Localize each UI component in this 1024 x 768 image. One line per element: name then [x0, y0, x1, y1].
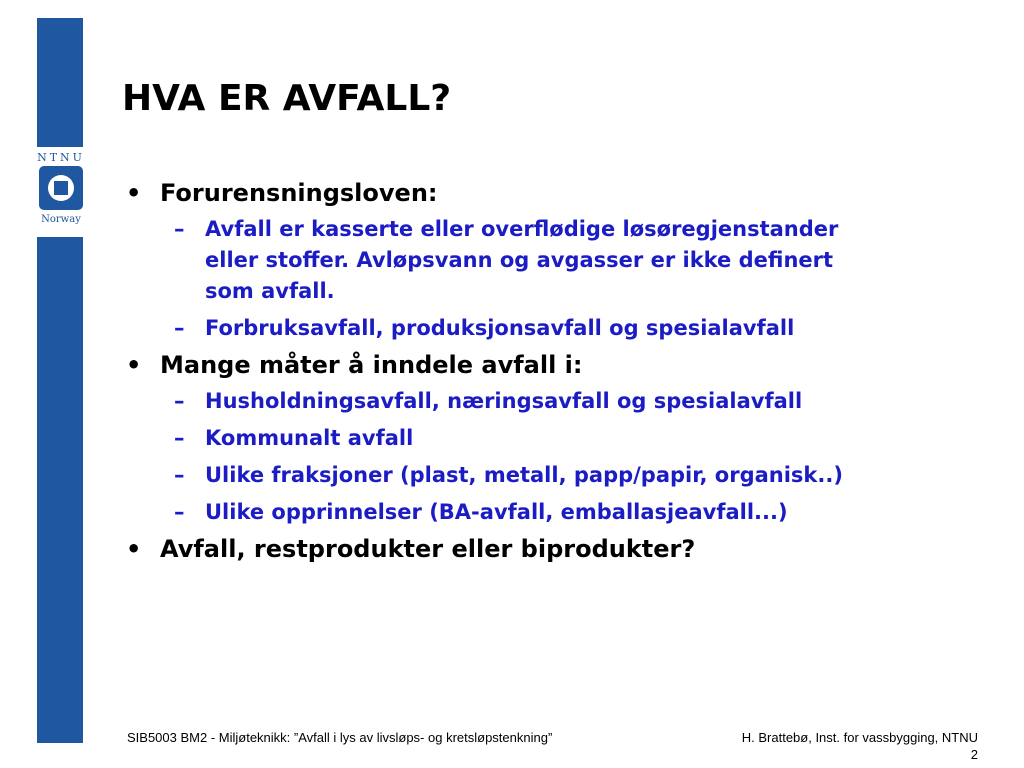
sub-bullet-text: Forbruksavfall, produksjonsavfall og spesialavfall — [205, 316, 795, 340]
dash-marker: – — [174, 500, 185, 524]
bullet-forurensningsloven — [122, 178, 1002, 208]
ntnu-logo — [35, 147, 87, 237]
bullet-marker: • — [126, 535, 142, 563]
slide-content — [122, 178, 1002, 570]
sub-bullet-kommunalt-avfall — [122, 423, 1002, 454]
bullet-marker: • — [126, 179, 142, 207]
bullet-marker: • — [126, 351, 142, 379]
sidebar-band — [37, 18, 83, 743]
page-number: 2 — [970, 747, 978, 762]
dash-marker: – — [174, 426, 185, 450]
sub-bullet-ulike-fraksjoner — [122, 460, 1002, 491]
ntnu-logo-mark-icon — [39, 166, 83, 210]
slide-title: HVA ER AVFALL? — [122, 78, 452, 119]
bullet-text: Mange måter å inndele avfall i: — [160, 351, 583, 379]
dash-marker: – — [174, 389, 185, 413]
dash-marker: – — [174, 316, 185, 340]
sub-bullet-line-2: eller stoffer. Avløpsvann og avgasser er ikke definert — [205, 248, 834, 272]
sub-bullet-husholdningsavfall — [122, 386, 1002, 417]
sub-bullet-forbruksavfall — [122, 313, 1002, 344]
dash-marker: – — [174, 217, 185, 241]
logo-bottom-text: Norway — [41, 214, 81, 225]
bullet-mange-mater — [122, 350, 1002, 380]
logo-top-text: NTNU — [37, 151, 85, 164]
sub-bullet-ulike-opprinnelser — [122, 497, 1002, 528]
sub-bullet-line-1: Avfall er kasserte eller overflødige løsøregjenstander — [205, 217, 839, 241]
dash-marker: – — [174, 463, 185, 487]
footer-course-info: SIB5003 BM2 - Miljøteknikk: ”Avfall i lys av livsløps- og kretsløpstenkning” — [127, 730, 553, 745]
footer-author-info: H. Brattebø, Inst. for vassbygging, NTNU — [741, 730, 978, 745]
sub-bullet-line-3: som avfall. — [205, 279, 335, 303]
sub-bullet-text: Kommunalt avfall — [205, 426, 414, 450]
sub-bullet-text: Husholdningsavfall, næringsavfall og spesialavfall — [205, 389, 803, 413]
sub-bullet-text: Ulike opprinnelser (BA-avfall, emballasjeavfall...) — [205, 500, 788, 524]
bullet-restprodukter — [122, 534, 1002, 564]
bullet-text: Forurensningsloven: — [160, 179, 438, 207]
sub-bullet-text: Ulike fraksjoner (plast, metall, papp/papir, organisk..) — [205, 463, 843, 487]
bullet-text: Avfall, restprodukter eller biprodukter? — [160, 535, 696, 563]
sub-bullet-avfall-definition — [122, 214, 1002, 307]
